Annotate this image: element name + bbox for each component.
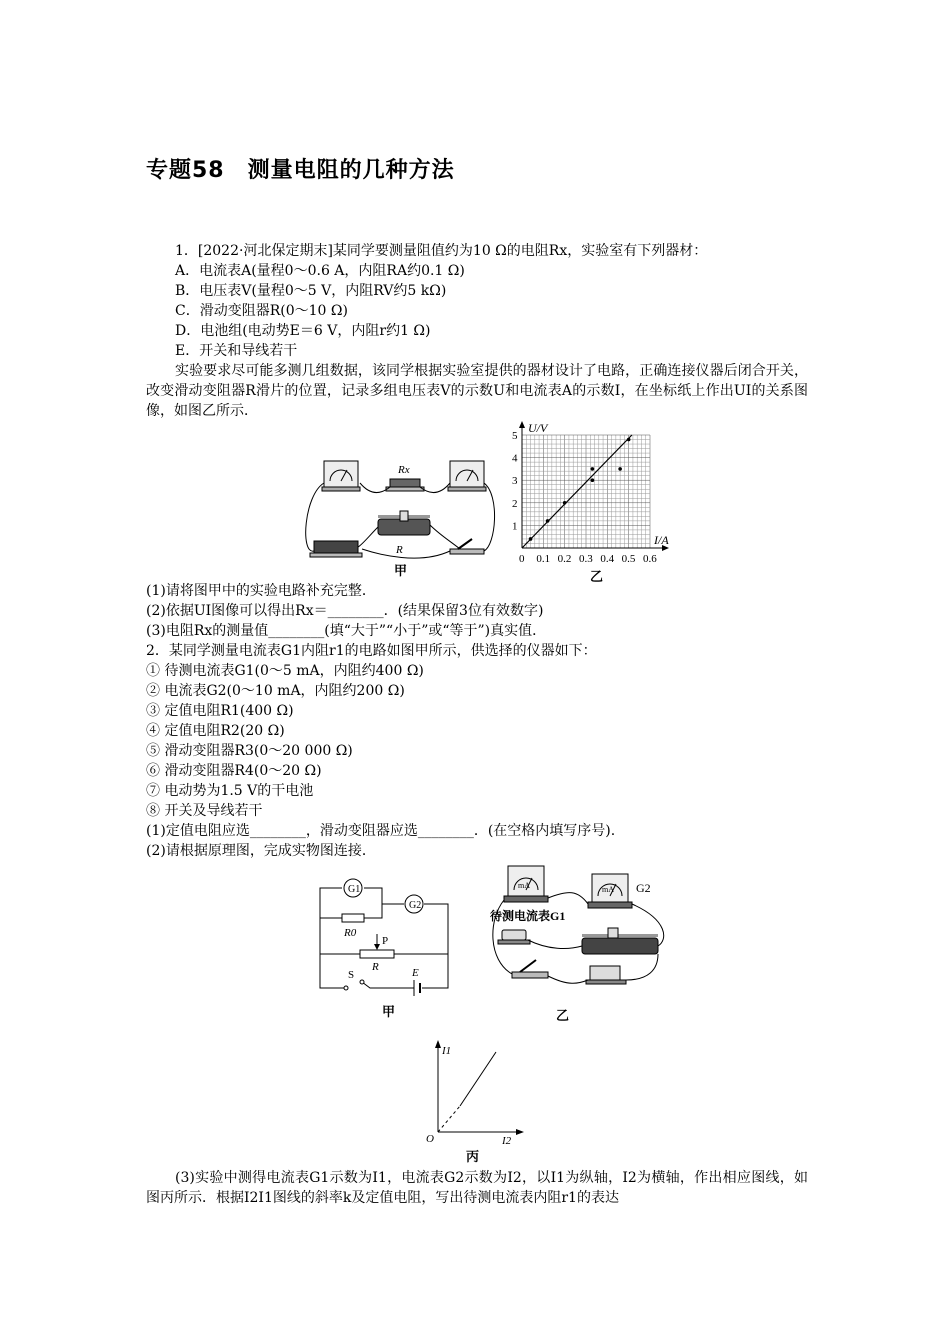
g1-meter-label: 待测电流表G1 xyxy=(490,909,566,923)
q2-item-7: ⑦ 电动势为1.5 V的干电池 xyxy=(146,783,314,799)
data-point xyxy=(627,438,631,442)
q2-sub-3: (3)实验中测得电流表G1示数为I1，电流表G2示数为I2，以I1为纵轴，I2为横轴，作出相应图线，如图丙所示．根据I2I1图线的斜率k及定值电阻，写出待测电流表内阻r1的表达 xyxy=(146,1170,808,1206)
ammeter-icon xyxy=(448,461,486,491)
r-label: R xyxy=(372,961,379,973)
x-tick-label: 0 xyxy=(519,553,525,565)
data-point xyxy=(563,501,567,505)
ui-chart xyxy=(500,420,670,580)
switch-icon xyxy=(450,539,484,554)
y-tick-label: 1 xyxy=(512,520,518,533)
y-tick-label: 2 xyxy=(512,497,518,510)
graph-x-label: I2 xyxy=(502,1135,512,1144)
q1-paragraph: 实验要求尽可能多测几组数据，该同学根据实验室提供的器材设计了电路，正确连接仪器后闭合开关，改变滑动变阻器R滑片的位置，记录多组电压表V的示数U和电流表A的示数I，在坐标纸上作出UI的关系图像，如图乙所示． xyxy=(146,363,808,419)
q2-fig-jia-caption: 甲 xyxy=(382,1005,396,1020)
graph-origin-label: O xyxy=(426,1133,434,1144)
chart-x-ticks xyxy=(519,553,657,565)
q1-option-c: C．滑动变阻器R(0～10 Ω) xyxy=(175,303,348,319)
voltmeter-icon xyxy=(322,461,360,491)
q2-item-5: ⑤ 滑动变阻器R3(0～20 000 Ω) xyxy=(146,743,353,759)
q2-item-1: ① 待测电流表G1(0～5 mA，内阻约400 Ω) xyxy=(146,663,424,679)
q1-option-a: A．电流表A(量程0～0.6 A，内阻RA约0.1 Ω) xyxy=(175,263,465,279)
q2-fig-bing-caption: 丙 xyxy=(466,1150,480,1165)
q1-sub-3: (3)电阻Rx的测量值________(填“大于”“小于”或“等于”)真实值． xyxy=(146,623,547,639)
q1-fig-jia-caption: 甲 xyxy=(394,564,408,579)
x-tick-label: 0.4 xyxy=(600,553,615,565)
fit-line xyxy=(522,435,632,548)
p-label: P xyxy=(382,935,389,947)
q1-sub-2: (2)依据UI图像可以得出Rx＝________．(结果保留3位有效数字) xyxy=(146,603,544,619)
q1-option-b: B．电压表V(量程0～5 V，内阻RV约5 kΩ) xyxy=(175,283,447,299)
data-point xyxy=(618,467,622,471)
rx-label: Rx xyxy=(398,464,410,476)
q2-sub-1: (1)定值电阻应选________，滑动变阻器应选________．(在空格内填写序号). xyxy=(146,823,616,839)
chart-xlabel: I/A xyxy=(654,533,669,547)
rheostat-icon xyxy=(582,928,658,954)
page-title: 专题58 测量电阻的几种方法 xyxy=(146,158,455,183)
q2-fig-yi-caption: 乙 xyxy=(556,1009,570,1024)
chart-y-ticks xyxy=(512,430,518,532)
q2-item-3: ③ 定值电阻R1(400 Ω) xyxy=(146,703,294,719)
data-point xyxy=(529,537,533,541)
g1-label: G1 xyxy=(348,884,361,895)
x-tick-label: 0.5 xyxy=(621,553,636,565)
s-label: S xyxy=(348,969,355,981)
chart-axes xyxy=(519,421,669,551)
switch-icon xyxy=(512,960,548,978)
battery-icon xyxy=(586,966,626,984)
i1-i2-graph xyxy=(424,1040,524,1144)
q2-sub-2: (2)请根据原理图，完成实物图连接． xyxy=(146,843,376,859)
y-axis-arrow xyxy=(519,421,525,428)
chart-grid xyxy=(522,435,650,548)
y-tick-label: 5 xyxy=(512,430,518,442)
rheostat-icon xyxy=(378,511,430,535)
ma-label-1: mA xyxy=(518,881,530,890)
chart-ylabel: U/V xyxy=(528,421,548,435)
x-tick-label: 0.2 xyxy=(557,553,572,565)
q2-item-2: ② 电流表G2(0～10 mA，内阻约200 Ω) xyxy=(146,683,405,699)
data-point xyxy=(546,519,550,523)
e-label: E xyxy=(412,967,419,979)
q1-option-d: D．电池组(电动势E＝6 V，内阻r约1 Ω) xyxy=(175,323,431,339)
chart-fit-line xyxy=(522,435,632,548)
data-point xyxy=(591,467,595,471)
g2-meter-label: G2 xyxy=(636,881,651,895)
resistor-rx-icon xyxy=(386,479,424,491)
q2-item-8: ⑧ 开关及导线若干 xyxy=(146,803,263,819)
g2-label: G2 xyxy=(409,900,422,911)
q1-option-e: E．开关和导线若干 xyxy=(175,343,298,359)
q2-item-4: ④ 定值电阻R2(20 Ω) xyxy=(146,723,285,739)
q2-item-6: ⑥ 滑动变阻器R4(0～20 Ω) xyxy=(146,763,322,779)
y-tick-label: 4 xyxy=(512,452,518,465)
battery-icon xyxy=(310,541,362,557)
data-point xyxy=(591,478,595,482)
q1-stem: 1．[2022·河北保定期末]某同学要测量阻值约为10 Ω的电阻Rx，实验室有下列器材： xyxy=(175,243,708,259)
r-label: R xyxy=(396,544,403,556)
q2-circuit-diagram xyxy=(312,876,462,1001)
x-tick-label: 0.1 xyxy=(536,553,551,565)
q2-apparatus-figure xyxy=(488,860,678,1000)
r0-label: R0 xyxy=(344,927,357,939)
ma-label-2: mA xyxy=(602,885,614,894)
q1-sub-1: (1)请将图甲中的实验电路补充完整． xyxy=(146,583,376,599)
graph-y-label: I1 xyxy=(442,1045,452,1057)
q1-fig-yi-caption: 乙 xyxy=(590,570,604,585)
x-tick-label: 0.3 xyxy=(579,553,593,565)
y-tick-label: 3 xyxy=(512,475,518,488)
x-tick-label: 0.6 xyxy=(643,553,657,565)
resistor-icon xyxy=(498,930,530,944)
q2-stem: 2．某同学测量电流表G1内阻r1的电路如图甲所示，供选择的仪器如下： xyxy=(146,643,597,659)
